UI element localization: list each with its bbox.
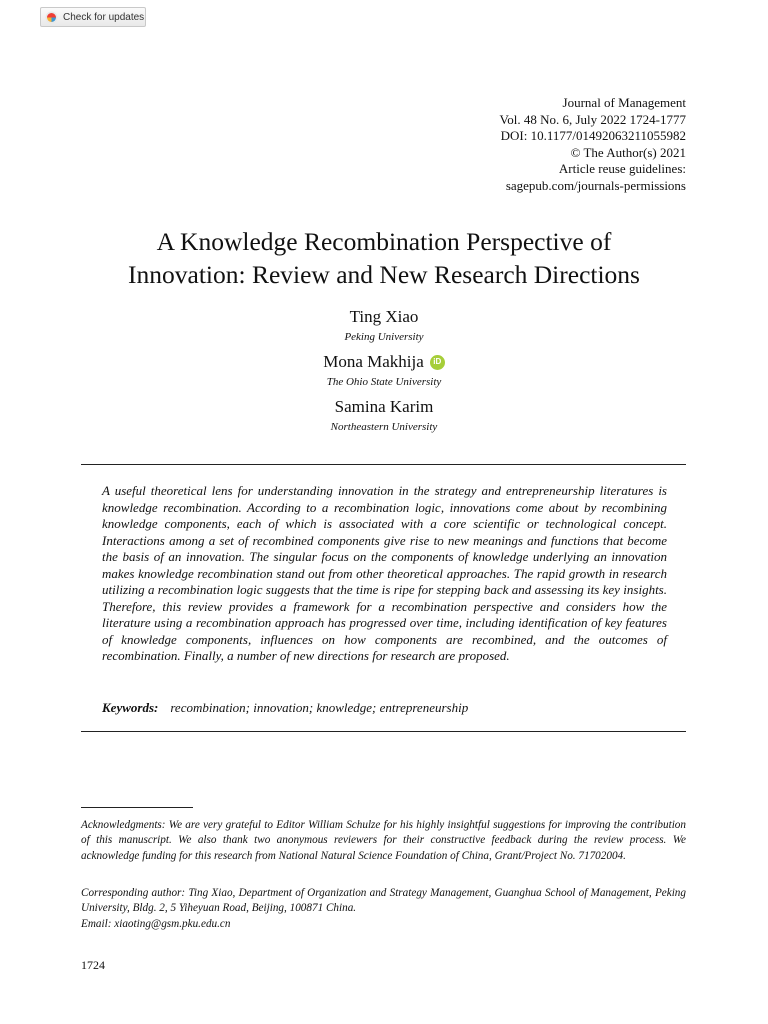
corresponding-author-footnote — [81, 886, 686, 932]
crossmark-icon — [45, 11, 58, 24]
author-name: Ting Xiao — [349, 307, 419, 326]
author-list — [0, 306, 768, 441]
keywords-value: recombination; innovation; knowledge; entrepreneurship — [170, 700, 469, 715]
check-for-updates-label: Check for updates — [63, 11, 145, 23]
author-affiliation: Northeastern University — [330, 421, 438, 433]
author-name: Samina Karim — [334, 397, 434, 416]
journal-doi: DOI: 10.1177/01492063211055982 — [500, 128, 686, 144]
keywords — [102, 700, 468, 716]
title-line-2: Innovation: Review and New Research Directions — [128, 260, 640, 289]
author-affiliation: Peking University — [344, 331, 424, 343]
journal-info — [366, 95, 686, 195]
orcid-icon[interactable]: iD — [430, 355, 445, 370]
title-line-1: A Knowledge Recombination Perspective of — [156, 227, 612, 256]
journal-name: Journal of Management — [562, 95, 686, 110]
corresponding-email[interactable]: Email: xiaoting@gsm.pku.edu.cn — [81, 917, 231, 930]
abstract-bottom-rule — [81, 731, 686, 732]
acknowledgments-footnote: Acknowledgments: We are very grateful to Editor William Schulze for his highly insightful suggestions for improving the contribution of this manuscript. We also thank two anonymous reviewers for their constructive feedback during the review process. We acknowledge funding for this research from National Natural Science Foundation of China, Grant/Project No. 71702004. — [81, 819, 686, 862]
author-name: Mona Makhija — [323, 352, 424, 371]
permissions-link[interactable]: sagepub.com/journals-permissions — [505, 177, 686, 193]
check-for-updates-button[interactable] — [40, 7, 146, 27]
article-title — [60, 225, 708, 291]
journal-volume: Vol. 48 No. 6, July 2022 1724-1777 — [499, 111, 686, 127]
corresponding-author-text: Corresponding author: Ting Xiao, Department of Organization and Strategy Management, Guanghua School of Management, Peking University, Bldg. 2, 5 Yiheyuan Road, Beijing, 100871 China. — [81, 887, 686, 915]
abstract: A useful theoretical lens for understanding innovation in the strategy and entrepreneurship literatures is knowledge recombination. According to a recombination logic, innovations come about by recombining knowledge components, each of which is associated with a core scientific or technological concept. Interactions among a set of recombined components give rise to new meanings and functions that become the basis of an innovation. The singular focus on the components of knowledge underlying an innovation makes knowledge recombination stand out from other theoretical approaches. The rapid growth in research utilizing a recombination logic suggests that the time is ripe for stepping back and assessing its key insights. Therefore, this review provides a framework for a recombination perspective and considers how the literature using a recombination approach has progressed over time, including identification of key features of knowledge components, influences on how components are recombined, and the outcomes of recombination. Finally, a number of new directions for research are proposed. — [102, 483, 667, 663]
author-name-with-orcid — [323, 351, 445, 373]
author-affiliation: The Ohio State University — [326, 376, 442, 388]
reuse-guidelines-label: Article reuse guidelines: — [558, 161, 686, 177]
journal-copyright: © The Author(s) 2021 — [570, 144, 686, 160]
page-number: 1724 — [81, 958, 105, 972]
keywords-label: Keywords: — [102, 700, 159, 715]
abstract-top-rule — [81, 464, 686, 465]
footnote-rule — [81, 807, 193, 808]
